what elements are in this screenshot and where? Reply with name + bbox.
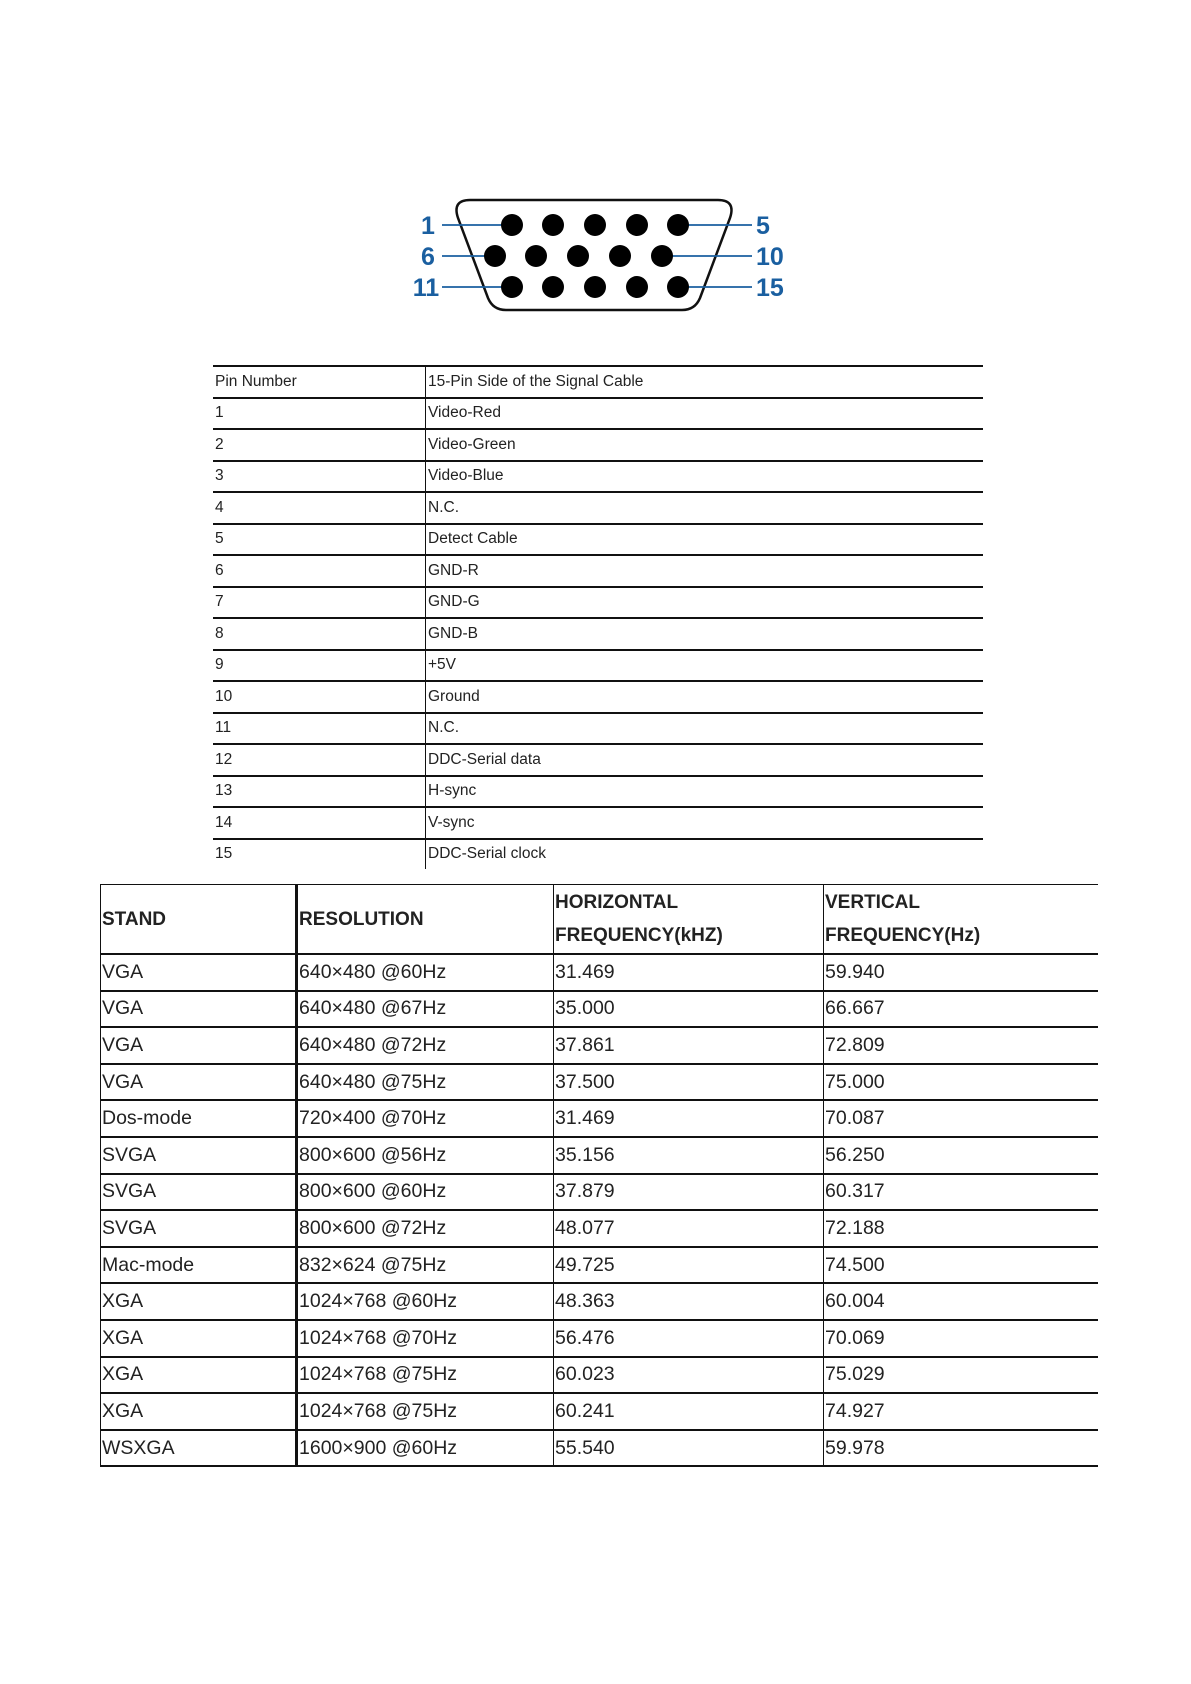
vertical-cell: 75.029	[824, 1357, 1098, 1394]
pin-12	[542, 276, 564, 298]
vertical-cell: 59.940	[824, 954, 1098, 991]
pin10-label: 10	[756, 243, 784, 271]
pin-signal: DDC-Serial data	[426, 744, 984, 776]
horizontal-cell: 37.861	[554, 1027, 824, 1064]
table-row	[213, 807, 983, 839]
table-row	[213, 681, 983, 713]
resolution-cell: 1024×768 @75Hz	[297, 1357, 554, 1394]
pin11-label: 11	[412, 274, 440, 302]
vertical-cell: 60.004	[824, 1283, 1098, 1320]
pin-signal: Video-Green	[426, 429, 984, 461]
stand-cell: XGA	[101, 1357, 297, 1394]
pin-signal: DDC-Serial clock	[426, 839, 984, 870]
pin-number: 1	[213, 398, 426, 430]
pin-signal: GND-R	[426, 555, 984, 587]
resolution-cell: 640×480 @72Hz	[297, 1027, 554, 1064]
pin-10	[651, 245, 673, 267]
resolution-cell: 720×400 @70Hz	[297, 1100, 554, 1137]
resolution-cell: 640×480 @60Hz	[297, 954, 554, 991]
horizontal-cell: 48.077	[554, 1210, 824, 1247]
resolution-cell: 1024×768 @60Hz	[297, 1283, 554, 1320]
pin-7	[525, 245, 547, 267]
table-row	[101, 1064, 1098, 1101]
resolution-cell: 1600×900 @60Hz	[297, 1430, 554, 1467]
pin-number-header: Pin Number	[213, 366, 426, 398]
vertical-cell: 59.978	[824, 1430, 1098, 1467]
table-row	[213, 429, 983, 461]
table-row	[213, 618, 983, 650]
horizontal-frequency-header	[554, 885, 824, 955]
resolution-cell: 1024×768 @70Hz	[297, 1320, 554, 1357]
pin-signal: V-sync	[426, 807, 984, 839]
horizontal-cell: 60.023	[554, 1357, 824, 1394]
table-row	[101, 1247, 1098, 1284]
stand-cell: VGA	[101, 1064, 297, 1101]
vertical-header-line2: FREQUENCY(Hz)	[825, 925, 981, 946]
table-row	[213, 839, 983, 870]
stand-cell: SVGA	[101, 1210, 297, 1247]
pin-5	[667, 214, 689, 236]
pin-signal: Video-Red	[426, 398, 984, 430]
horizontal-cell: 56.476	[554, 1320, 824, 1357]
stand-cell: Dos-mode	[101, 1100, 297, 1137]
pin-table-header-row	[213, 366, 983, 398]
vertical-frequency-header	[824, 885, 1098, 955]
pin15-label: 15	[756, 274, 784, 302]
resolution-cell: 832×624 @75Hz	[297, 1247, 554, 1284]
table-row	[101, 1174, 1098, 1211]
pin1-label: 1	[421, 212, 435, 240]
table-row	[101, 991, 1098, 1028]
horizontal-cell: 49.725	[554, 1247, 824, 1284]
stand-cell: XGA	[101, 1393, 297, 1430]
pin-number: 2	[213, 429, 426, 461]
horizontal-header-line2: FREQUENCY(kHZ)	[555, 925, 723, 946]
pin-13	[584, 276, 606, 298]
pin-number: 6	[213, 555, 426, 587]
vertical-cell: 60.317	[824, 1174, 1098, 1211]
stand-cell: VGA	[101, 1027, 297, 1064]
resolution-cell: 800×600 @56Hz	[297, 1137, 554, 1174]
table-row	[101, 1137, 1098, 1174]
table-row	[213, 776, 983, 808]
horizontal-cell: 35.000	[554, 991, 824, 1028]
pin-14	[626, 276, 648, 298]
table-row	[101, 954, 1098, 991]
vga-connector-diagram	[400, 188, 800, 328]
pin-15	[667, 276, 689, 298]
table-row	[213, 461, 983, 493]
table-row	[213, 555, 983, 587]
stand-cell: XGA	[101, 1283, 297, 1320]
pin-number: 5	[213, 524, 426, 556]
vertical-cell: 72.188	[824, 1210, 1098, 1247]
vertical-cell: 75.000	[824, 1064, 1098, 1101]
horizontal-cell: 48.363	[554, 1283, 824, 1320]
pin-3	[584, 214, 606, 236]
resolution-cell: 640×480 @75Hz	[297, 1064, 554, 1101]
pin-4	[626, 214, 648, 236]
display-timing-table	[100, 884, 1098, 1467]
pin-signal: Video-Blue	[426, 461, 984, 493]
stand-cell: VGA	[101, 954, 297, 991]
pin-number: 10	[213, 681, 426, 713]
resolution-header: RESOLUTION	[297, 885, 554, 955]
horizontal-cell: 31.469	[554, 1100, 824, 1137]
table-row	[101, 1430, 1098, 1467]
signal-header: 15-Pin Side of the Signal Cable	[426, 366, 984, 398]
horizontal-cell: 37.500	[554, 1064, 824, 1101]
stand-cell: SVGA	[101, 1137, 297, 1174]
vertical-cell: 70.087	[824, 1100, 1098, 1137]
stand-header: STAND	[101, 885, 297, 955]
pin-2	[542, 214, 564, 236]
horizontal-cell: 55.540	[554, 1430, 824, 1467]
horizontal-cell: 35.156	[554, 1137, 824, 1174]
table-row	[101, 1283, 1098, 1320]
pin-number: 4	[213, 492, 426, 524]
pin-number: 9	[213, 650, 426, 682]
pin-number: 14	[213, 807, 426, 839]
stand-cell: Mac-mode	[101, 1247, 297, 1284]
pin-assignment-table	[213, 365, 983, 869]
pin-number: 15	[213, 839, 426, 870]
vertical-cell: 70.069	[824, 1320, 1098, 1357]
table-row	[213, 650, 983, 682]
pin-signal: H-sync	[426, 776, 984, 808]
pin-signal: GND-B	[426, 618, 984, 650]
table-row	[101, 1320, 1098, 1357]
pin-6	[484, 245, 506, 267]
pin-8	[567, 245, 589, 267]
table-row	[101, 1100, 1098, 1137]
table-row	[213, 524, 983, 556]
pin-signal: Ground	[426, 681, 984, 713]
table-row	[213, 744, 983, 776]
pin-signal: GND-G	[426, 587, 984, 619]
vertical-header-line1: VERTICAL	[825, 892, 920, 913]
pin-signal: N.C.	[426, 713, 984, 745]
stand-cell: SVGA	[101, 1174, 297, 1211]
resolution-cell: 640×480 @67Hz	[297, 991, 554, 1028]
pin-number: 3	[213, 461, 426, 493]
pin-number: 12	[213, 744, 426, 776]
horizontal-cell: 60.241	[554, 1393, 824, 1430]
pin-1	[501, 214, 523, 236]
table-row	[213, 587, 983, 619]
vertical-cell: 56.250	[824, 1137, 1098, 1174]
table-row	[213, 398, 983, 430]
pin-signal: N.C.	[426, 492, 984, 524]
stand-cell: VGA	[101, 991, 297, 1028]
pin-number: 13	[213, 776, 426, 808]
vertical-cell: 72.809	[824, 1027, 1098, 1064]
vertical-cell: 66.667	[824, 991, 1098, 1028]
horizontal-cell: 31.469	[554, 954, 824, 991]
table-row	[101, 1357, 1098, 1394]
pin-9	[609, 245, 631, 267]
pin-number: 7	[213, 587, 426, 619]
horizontal-cell: 37.879	[554, 1174, 824, 1211]
pin6-label: 6	[421, 243, 435, 271]
vertical-cell: 74.927	[824, 1393, 1098, 1430]
timing-header-row	[101, 885, 1098, 955]
resolution-cell: 800×600 @60Hz	[297, 1174, 554, 1211]
resolution-cell: 800×600 @72Hz	[297, 1210, 554, 1247]
table-row	[101, 1210, 1098, 1247]
horizontal-header-line1: HORIZONTAL	[555, 892, 679, 913]
pin-number: 11	[213, 713, 426, 745]
table-row	[101, 1027, 1098, 1064]
pin5-label: 5	[756, 212, 770, 240]
vertical-cell: 74.500	[824, 1247, 1098, 1284]
table-row	[213, 492, 983, 524]
pin-signal: +5V	[426, 650, 984, 682]
stand-cell: XGA	[101, 1320, 297, 1357]
pin-signal: Detect Cable	[426, 524, 984, 556]
table-row	[101, 1393, 1098, 1430]
pin-number: 8	[213, 618, 426, 650]
table-row	[213, 713, 983, 745]
stand-cell: WSXGA	[101, 1430, 297, 1467]
pin-11	[501, 276, 523, 298]
resolution-cell: 1024×768 @75Hz	[297, 1393, 554, 1430]
